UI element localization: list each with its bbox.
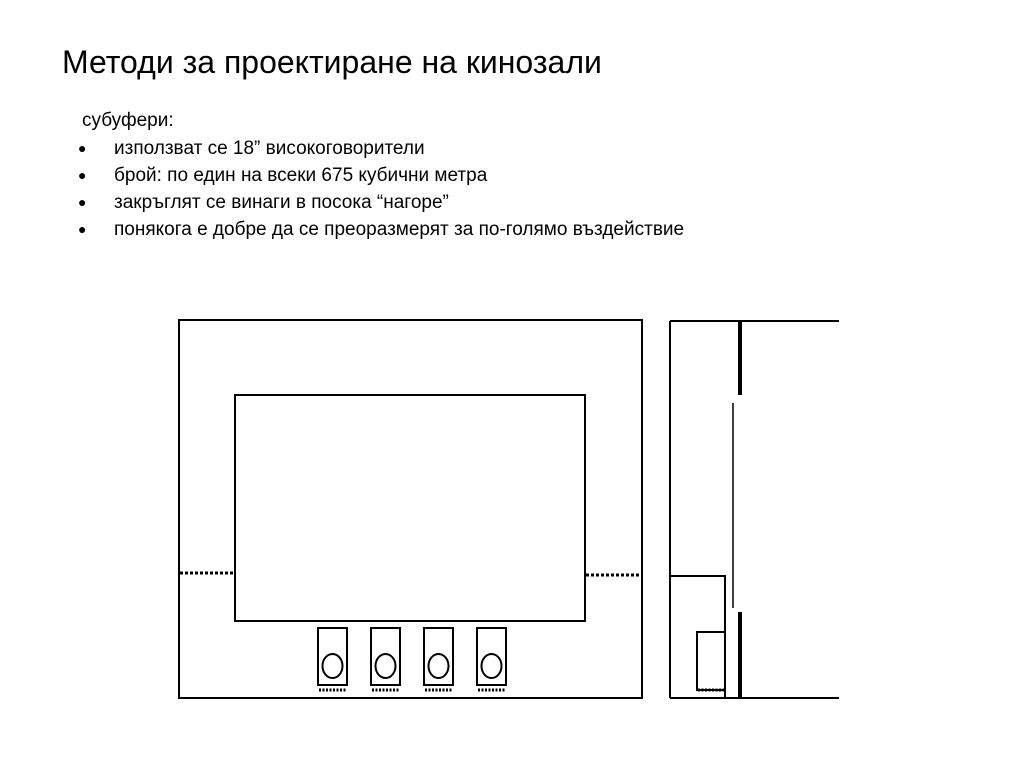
bullet-dot-icon: ● [78, 140, 87, 156]
front-wall-outline [179, 320, 642, 698]
bullet-text: закръглят се винаги в посока “нагоре” [114, 192, 449, 213]
intro-text: субуфери: [82, 110, 174, 131]
bullet-text: понякога е добре да се преоразмерят за по-голямо въздействие [114, 219, 685, 240]
subwoofer-cabinet [477, 628, 506, 685]
subwoofer-box [477, 628, 506, 690]
side-view [670, 321, 839, 698]
bullet-text: използват се 18” високоговорители [114, 138, 425, 159]
side-subwoofer-box [697, 632, 725, 690]
slide-title: Методи за проектиране на кинозали [62, 44, 602, 80]
subwoofer-cabinet [424, 628, 453, 685]
subwoofer-box [318, 628, 347, 690]
subwoofer-cabinet [371, 628, 400, 685]
speaker-cone-icon [376, 654, 396, 678]
subwoofer-cabinet [318, 628, 347, 685]
subwoofer-box [424, 628, 453, 690]
bullet-dot-icon: ● [78, 167, 87, 183]
front-subwoofers [318, 628, 506, 690]
speaker-cone-icon [429, 654, 449, 678]
subwoofer-box [371, 628, 400, 690]
screen-outline [235, 395, 585, 621]
speaker-cone-icon [323, 654, 343, 678]
bullet-dot-icon: ● [78, 194, 87, 210]
front-view [179, 320, 642, 698]
bullet-text: брой: по един на всеки 675 кубични метра [114, 165, 488, 186]
bullet-dot-icon: ● [78, 221, 87, 237]
speaker-cone-icon [482, 654, 502, 678]
